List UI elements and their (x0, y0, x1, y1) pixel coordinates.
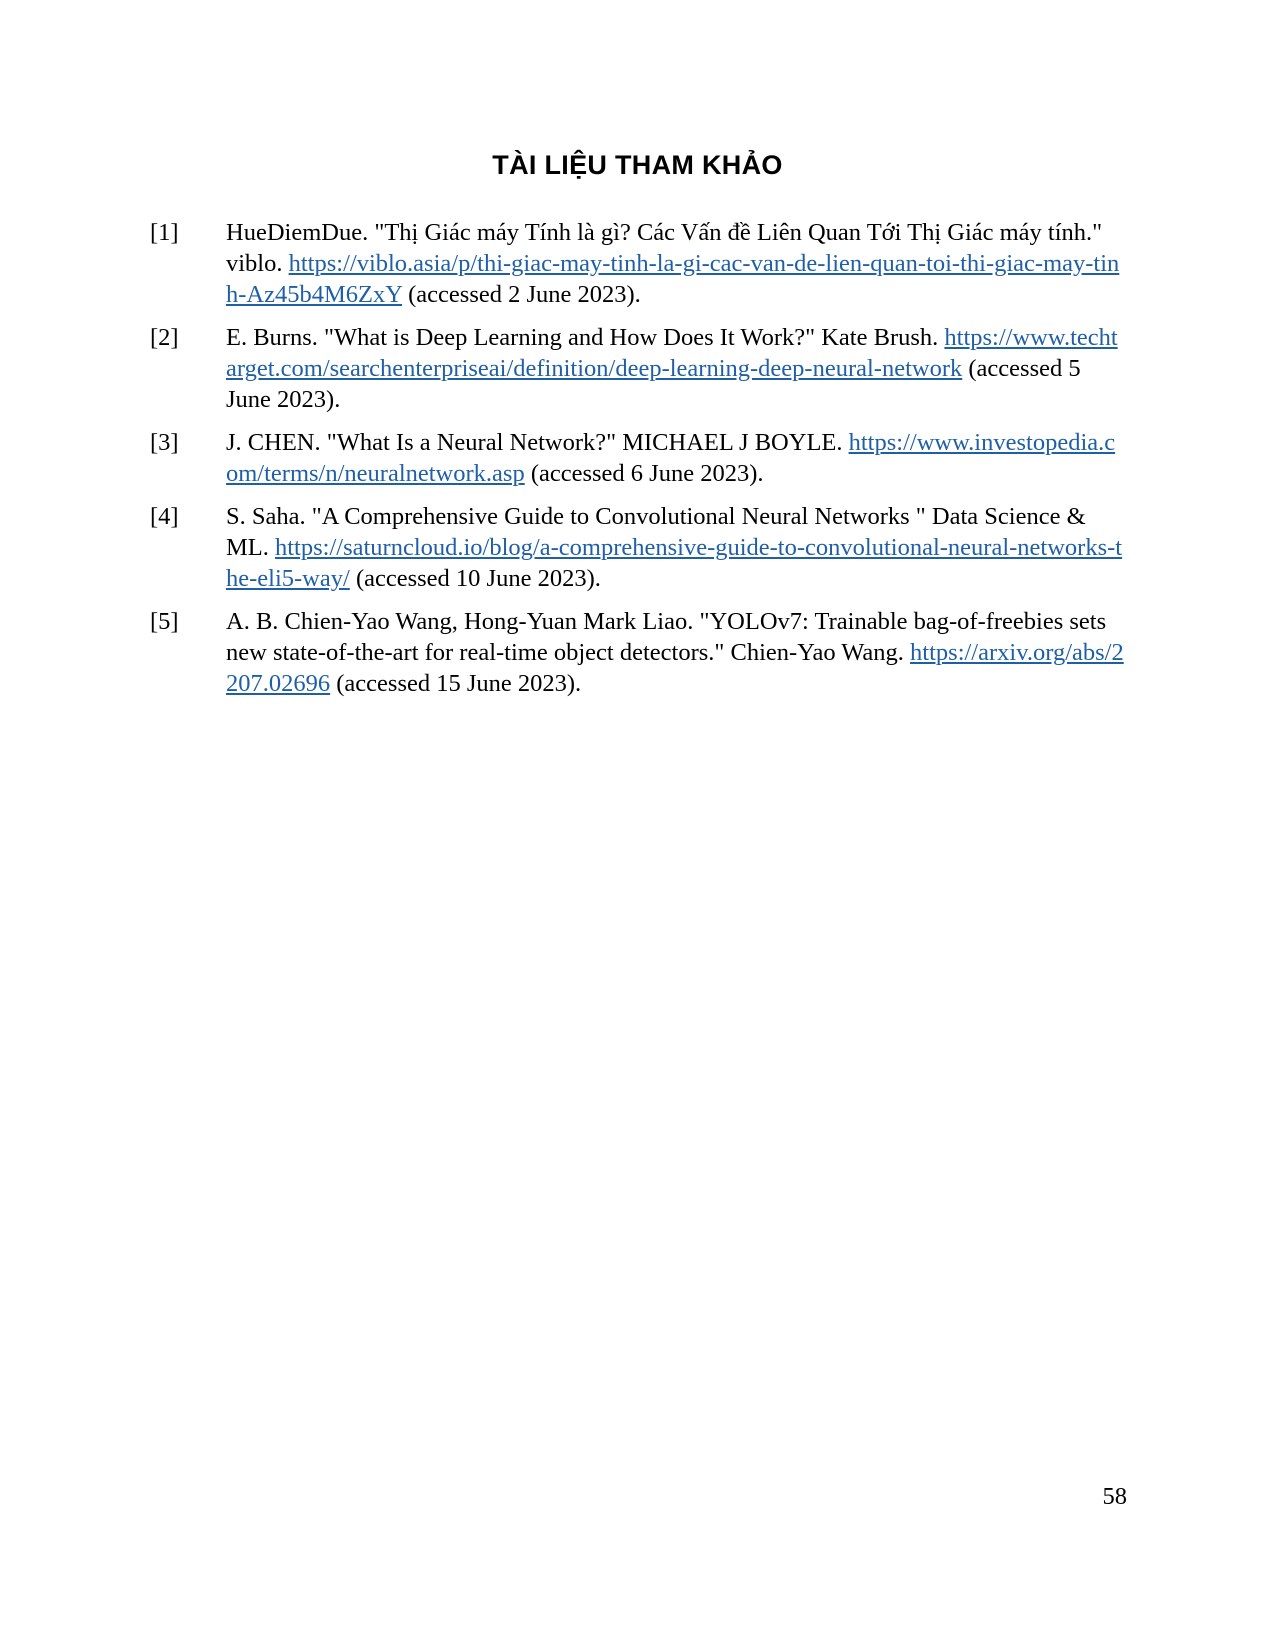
reference-item (150, 322, 1125, 415)
page-number: 58 (1102, 1483, 1127, 1510)
reference-accessed: (accessed 15 June 2023). (336, 670, 582, 697)
reference-item (150, 606, 1125, 699)
reference-body (226, 322, 1125, 415)
page-title: TÀI LIỆU THAM KHẢO (492, 150, 783, 180)
reference-accessed: (accessed 2 June 2023). (408, 281, 641, 308)
reference-text: S. Saha. "A Comprehensive Guide to Convolutional Neural Networks " Data Science & ML. (226, 503, 1086, 561)
reference-accessed: (accessed 5 June 2023). (226, 355, 1081, 413)
reference-item (150, 501, 1125, 594)
reference-item (150, 427, 1125, 489)
reference-link[interactable]: https://www.techtarget.com/searchenterpriseai/definition/deep-learning-deep-neural-network (226, 324, 1118, 382)
reference-link[interactable]: https://viblo.asia/p/thi-giac-may-tinh-la-gi-cac-van-de-lien-quan-toi-thi-giac-may-tinh-Az45b4M6ZxY (226, 250, 1120, 308)
reference-body (226, 501, 1125, 594)
reference-link[interactable]: https://www.investopedia.com/terms/n/neuralnetwork.asp (226, 429, 1116, 487)
reference-number: [5] (150, 608, 179, 635)
reference-body (226, 217, 1125, 310)
reference-item (150, 217, 1125, 310)
reference-text: A. B. Chien-Yao Wang, Hong-Yuan Mark Liao. "YOLOv7: Trainable bag-of-freebies sets new state-of-the-art for real-time object detectors." Chien-Yao Wang. (226, 608, 1107, 666)
reference-link[interactable]: https://saturncloud.io/blog/a-comprehensive-guide-to-convolutional-neural-networks-the-eli5-way/ (226, 534, 1123, 592)
reference-number: [3] (150, 429, 179, 456)
reference-text: J. CHEN. "What Is a Neural Network?" MICHAEL J BOYLE. (226, 429, 843, 456)
reference-body (226, 606, 1125, 699)
reference-text: E. Burns. "What is Deep Learning and How Does It Work?" Kate Brush. (226, 324, 939, 351)
reference-number: [1] (150, 219, 179, 246)
reference-accessed: (accessed 10 June 2023). (355, 565, 601, 592)
reference-accessed: (accessed 6 June 2023). (530, 460, 764, 487)
reference-body (226, 427, 1125, 489)
reference-number: [2] (150, 324, 179, 351)
reference-number: [4] (150, 503, 179, 530)
reference-list (150, 217, 1125, 711)
reference-link[interactable]: https://arxiv.org/abs/2207.02696 (226, 639, 1124, 697)
reference-text: HueDiemDue. "Thị Giác máy Tính là gì? Các Vấn đề Liên Quan Tới Thị Giác máy tính." viblo. (226, 219, 1103, 277)
